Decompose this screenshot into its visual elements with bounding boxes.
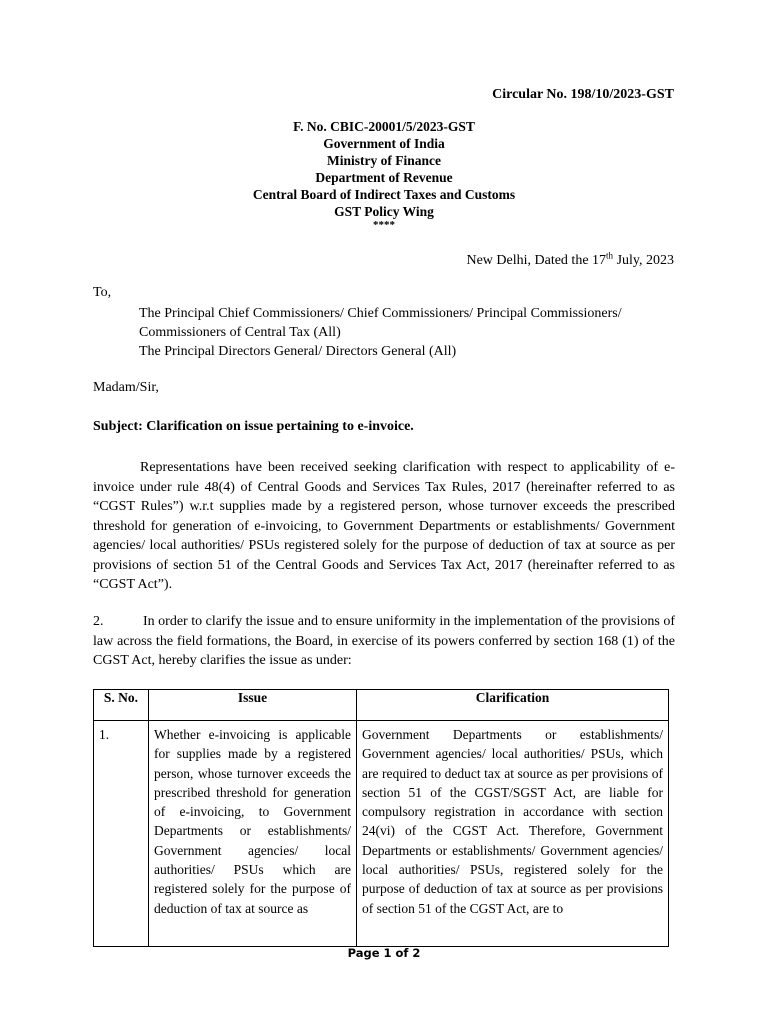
paragraph-1 [93,458,675,595]
date-prefix: New Delhi, Dated the 17 [466,253,607,268]
paragraph-2-text: In order to clarify the issue and to ensure uniformity in the implementation of the provisions of law across the field formations, the Board, in exercise of its powers conferred by section 168 (1) of the CGST Act, hereby clarifies the issue as under: [93,614,675,668]
government-line: Government of India [323,136,445,151]
header-issue: Issue [149,690,357,721]
paragraph-2-number: 2. [93,614,104,629]
cell-issue: Whether e-invoicing is applicable for supplies made by a registered person, whose turnover exceeds the prescribed threshold for generation of e-invoicing, to Government Departments or establishments/ Government agencies/ local authorities/ PSUs which are registered solely for the purpose of deduction of tax at source as [149,721,357,947]
separator-stars: **** [373,219,395,231]
circular-number: Circular No. 198/10/2023-GST [492,87,674,102]
date-superscript: th [606,250,614,261]
to-label: To, [93,285,112,300]
wing-line: GST Policy Wing [334,204,434,219]
subject-line: Subject: Clarification on issue pertaining to e-invoice. [93,419,414,434]
table-header-row [94,690,669,721]
date-suffix: July, 2023 [613,253,674,268]
cell-clarification: Government Departments or establishments/ Government agencies/ local authorities/ PSUs, which are required to deduct tax at source as per provisions of section 51 of the CGST/SGST Act, are liable for compulsory registration in accordance with section 24(vi) of the CGST Act. Therefore, Government Departments or establishments/ Government agencies/ local authorities/ PSUs, registered solely for the purpose of deduction of tax at source as per provisions of section 51 of the CGST Act, are to [357,721,669,947]
cell-sno: 1. [94,721,149,947]
header-sno: S. No. [94,690,149,721]
salutation: Madam/Sir, [93,380,159,395]
page-footer: Page 1 of 2 [347,946,421,960]
addressee-line-2: The Principal Directors General/ Directors General (All) [139,344,457,359]
addressees [139,304,675,361]
board-line: Central Board of Indirect Taxes and Customs [252,187,516,202]
paragraph-2 [93,612,675,671]
department-line: Department of Revenue [315,170,453,185]
date-line [466,250,674,269]
ministry-line: Ministry of Finance [327,153,441,168]
clarification-table [93,689,669,947]
header-clarification: Clarification [357,690,669,721]
letter-header [0,118,768,230]
paragraph-1-text: Representations have been received seeking clarification with respect to applicability of e-invoice under rule 48(4) of Central Goods and Services Tax Rules, 2017 (hereinafter referred to as “CGST Rules”) w.r.t supplies made by a registered person, whose turnover exceeds the prescribed threshold for generation of e-invoicing, to Government Departments or establishments/ Government agencies/ local authorities/ PSUs registered solely for the purpose of deduction of tax at source as per provisions of section 51 of the Central Goods and Services Tax Act, 2017 (hereinafter referred to as “CGST Act”). [93,460,675,592]
addressee-line-1: The Principal Chief Commissioners/ Chief Commissioners/ Principal Commissioners/ Commissioners of Central Tax (All) [139,306,622,340]
file-number: F. No. CBIC-20001/5/2023-GST [293,119,475,134]
table-row [94,721,669,947]
